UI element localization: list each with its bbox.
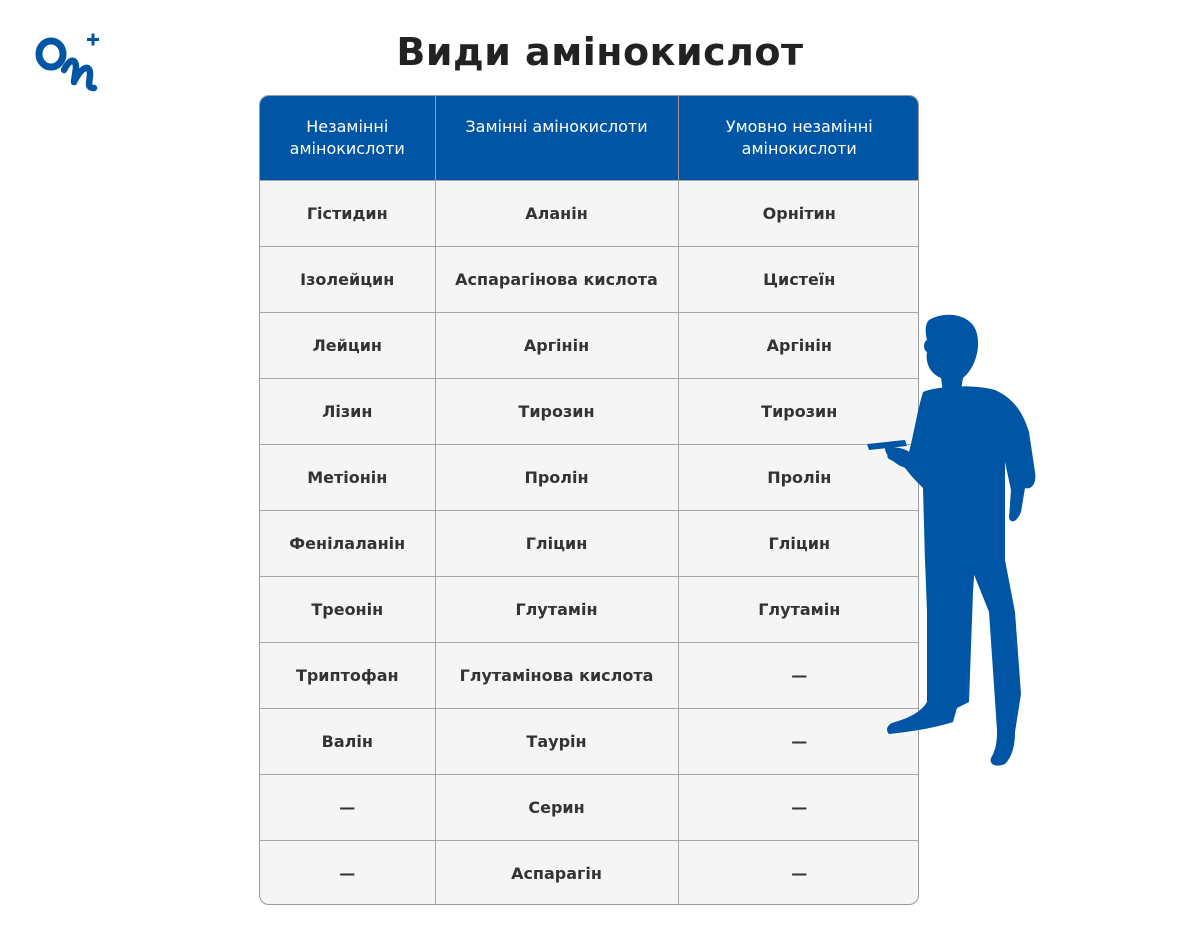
table-cell: — (260, 840, 435, 905)
table-cell: Гліцин (678, 510, 919, 576)
amino-acids-table (259, 95, 919, 905)
header-essential: Незамінні амінокислоти (260, 96, 435, 180)
table-header-row (260, 96, 919, 180)
table-cell: Глутамін (678, 576, 919, 642)
table-cell: Цистеїн (678, 246, 919, 312)
table-cell: Аспарагін (435, 840, 678, 905)
table-cell: Лейцин (260, 312, 435, 378)
table-row (260, 576, 919, 642)
table-cell: Пролін (435, 444, 678, 510)
table-row (260, 774, 919, 840)
table-cell: Аргінін (435, 312, 678, 378)
table-cell: Метіонін (260, 444, 435, 510)
table-cell: — (678, 708, 919, 774)
table-cell: Фенілаланін (260, 510, 435, 576)
table-row (260, 444, 919, 510)
header-conditional: Умовно незамінні амінокислоти (678, 96, 919, 180)
table-cell: Гліцин (435, 510, 678, 576)
page-title: Види амінокислот (396, 30, 804, 74)
table-cell: — (260, 774, 435, 840)
table-cell: Триптофан (260, 642, 435, 708)
table-cell: Тирозин (678, 378, 919, 444)
table-cell: Аспарагінова кислота (435, 246, 678, 312)
table-cell: Треонін (260, 576, 435, 642)
table-row (260, 642, 919, 708)
table-row (260, 840, 919, 905)
table-row (260, 378, 919, 444)
table-cell: Глутамін (435, 576, 678, 642)
table-row (260, 708, 919, 774)
table-cell: — (678, 774, 919, 840)
table-cell: Серин (435, 774, 678, 840)
table-cell: Таурін (435, 708, 678, 774)
table-row (260, 510, 919, 576)
table-cell: Лізин (260, 378, 435, 444)
table-cell: Ізолейцин (260, 246, 435, 312)
table-row (260, 312, 919, 378)
table-cell: Гістидин (260, 180, 435, 246)
table-row (260, 246, 919, 312)
table-cell: Орнітин (678, 180, 919, 246)
table-cell: — (678, 840, 919, 905)
table-cell: Аланін (435, 180, 678, 246)
table-cell: — (678, 642, 919, 708)
table-row (260, 180, 919, 246)
table-cell: Тирозин (435, 378, 678, 444)
table-cell: Глутамінова кислота (435, 642, 678, 708)
header-nonessential: Замінні амінокислоти (435, 96, 678, 180)
table-cell: Аргінін (678, 312, 919, 378)
person-silhouette-icon (865, 312, 1040, 772)
table-cell: Валін (260, 708, 435, 774)
table-cell: Пролін (678, 444, 919, 510)
